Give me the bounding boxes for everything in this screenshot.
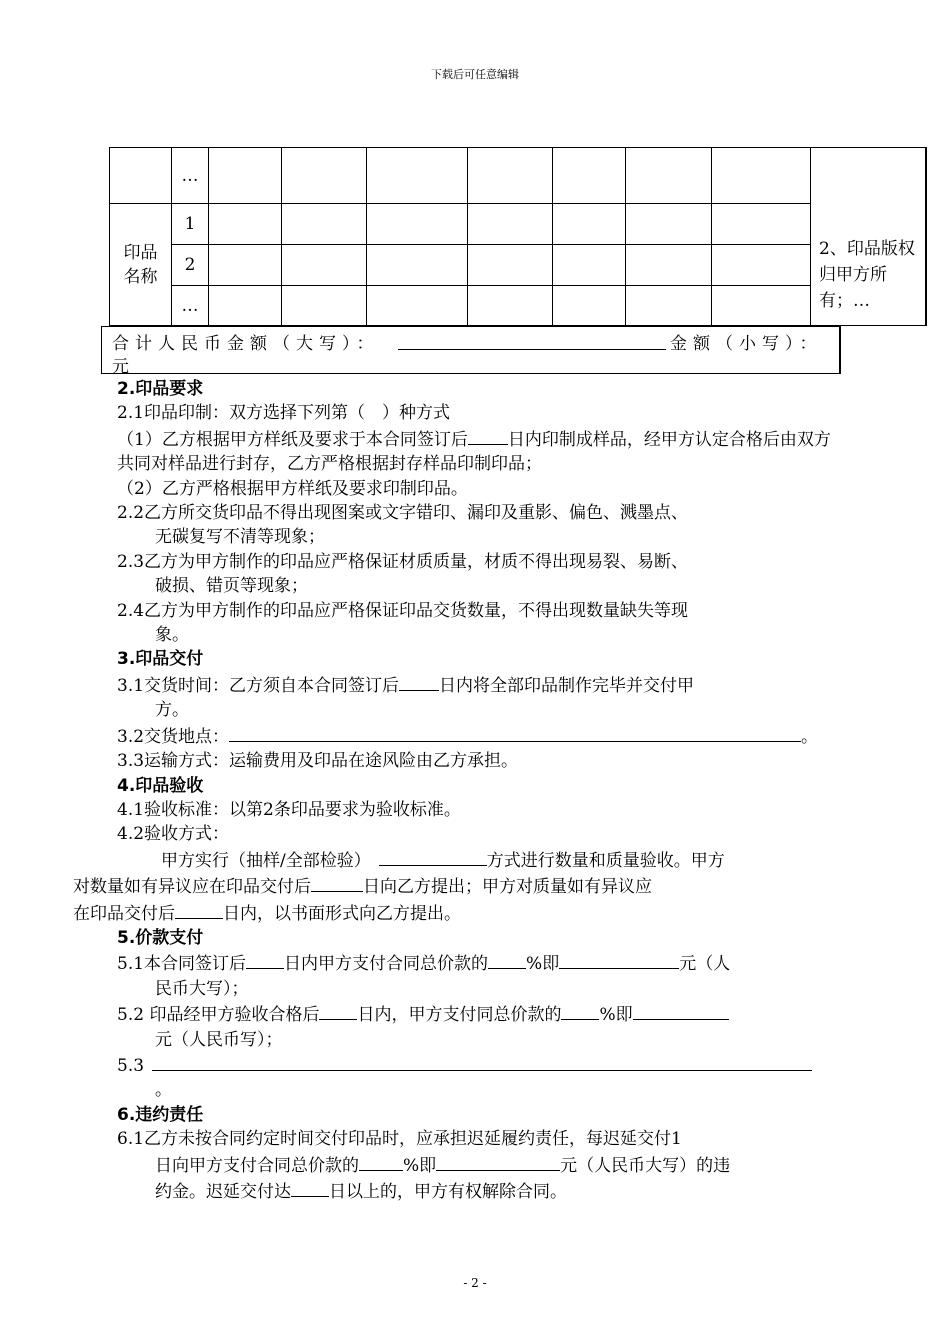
- table-cell-ellipsis: …: [172, 286, 209, 326]
- days-blank: [246, 950, 284, 969]
- clause-5-1: 5.1本合同签订后 日内甲方支付合同总价款的 %即 元（人: [117, 950, 837, 976]
- contract-body: [73, 377, 837, 1204]
- days-blank: [399, 672, 439, 691]
- clause-4-1: 4.1验收标准：以第2条印品要求为验收标准。: [117, 799, 461, 820]
- amount-blank: [436, 1152, 560, 1171]
- clause-5-2-cont: 元（人民币写）；: [155, 1029, 283, 1050]
- method-blank: [379, 847, 487, 866]
- total-lowercase-label: 金额（小写）：: [670, 334, 823, 354]
- clause-3-3: 3.3运输方式：运输费用及印品在途风险由乙方承担。: [117, 751, 519, 772]
- section-title: 4.印品验收: [117, 775, 204, 796]
- days-blank: [468, 426, 508, 445]
- clause-2-2-cont: 无碳复写不清等现象；: [155, 527, 325, 548]
- page-number: - 2 -: [463, 1276, 487, 1290]
- clause-6-1-cont2: 约金。迟延交付达 日以上的，甲方有权解除合同。: [117, 1178, 837, 1204]
- amount-blank: [633, 1001, 729, 1020]
- clause-5-3-end: 。: [155, 1080, 172, 1101]
- clause-2-3: 2.3乙方为甲方制作的印品应严格保证材质质量，材质不得出现易裂、易断、: [117, 551, 689, 572]
- percent-blank: [561, 1001, 599, 1020]
- clause-3-1: 3.1交货时间：乙方须自本合同签订后 日内将全部印品制作完毕并交付甲: [117, 672, 837, 698]
- clause-2-3-cont: 破损、错页等现象；: [155, 576, 308, 597]
- copyright-note: 2、印品版权归甲方所有；…: [811, 148, 926, 326]
- section-title: 5.价款支付: [117, 927, 204, 948]
- clause-5-1-cont: 民币大写）；: [155, 978, 249, 999]
- row-number-1: 1: [172, 204, 209, 245]
- clause-2-1-option-2: （2）乙方严格根据甲方样纸及要求印制印品。: [117, 478, 468, 499]
- days-blank: [175, 900, 223, 919]
- total-amount-row: [101, 326, 841, 377]
- page-header: 下载后可任意编辑: [431, 68, 519, 81]
- section-title: 6.违约责任: [117, 1104, 204, 1125]
- row-number-2: 2: [172, 245, 209, 286]
- clause-5-2: 5.2 印品经甲方验收合格后 日内，甲方支付同总价款的 %即: [117, 1001, 837, 1027]
- table-cell: [110, 148, 172, 204]
- clause-2-2: 2.2乙方所交货印品不得出现图案或文字错印、漏印及重影、偏色、溅墨点、: [117, 503, 689, 524]
- days-blank: [319, 1001, 357, 1020]
- percent-blank: [488, 950, 526, 969]
- clause-2-1-option-1: （1）乙方根据甲方样纸及要求于本合同签订后 日内印制成样品，经甲方认定合格后由双方共同对样品进行封存，乙方严格根据封存样品印制印品；: [117, 426, 837, 477]
- clause-4-2: 4.2验收方式：: [117, 824, 230, 845]
- percent-blank: [359, 1152, 403, 1171]
- clause-2-4-cont: 象。: [155, 625, 189, 646]
- section-title: 2.印品要求: [117, 379, 204, 399]
- clause-3-1-cont: 方。: [155, 700, 189, 721]
- delivery-place-blank: [229, 723, 801, 742]
- clause-2-1: 2.1印品印制：双方选择下列第（ ）种方式: [117, 403, 451, 424]
- total-uppercase-blank: [398, 349, 666, 350]
- print-items-table: [109, 147, 927, 326]
- clause-6-1: 6.1乙方未按合同约定时间交付印品时，应承担迟延履约责任，每迟延交付1: [117, 1129, 682, 1150]
- clause-4-2-body: 甲方实行（抽样/全部检验） 方式进行数量和质量验收。甲方 对数量如有异议应在印品交付后 日向乙方提出；甲方对质量如有异议应 在印品交付后 日内，以书面形式向乙方提出。: [117, 847, 837, 926]
- days-blank: [311, 873, 363, 892]
- clause-5-3-blank: [152, 1052, 812, 1071]
- clause-6-1-cont: 日向甲方支付合同总价款的 %即 元（人民币大写）的违: [117, 1152, 837, 1178]
- days-blank: [291, 1178, 329, 1197]
- clause-3-2: 3.2交货地点： 。: [117, 723, 837, 749]
- total-uppercase-label: 合计人民币金额（大写）：: [112, 334, 380, 354]
- clause-2-4: 2.4乙方为甲方制作的印品应严格保证印品交货数量，不得出现数量缺失等现: [117, 600, 689, 621]
- total-unit: 元: [112, 357, 129, 377]
- item-name-label: 印品名称: [110, 204, 172, 326]
- amount-blank: [559, 950, 679, 969]
- table-cell-ellipsis: …: [172, 148, 209, 204]
- section-title: 3.印品交付: [117, 649, 204, 670]
- clause-5-3: 5.3: [117, 1052, 837, 1078]
